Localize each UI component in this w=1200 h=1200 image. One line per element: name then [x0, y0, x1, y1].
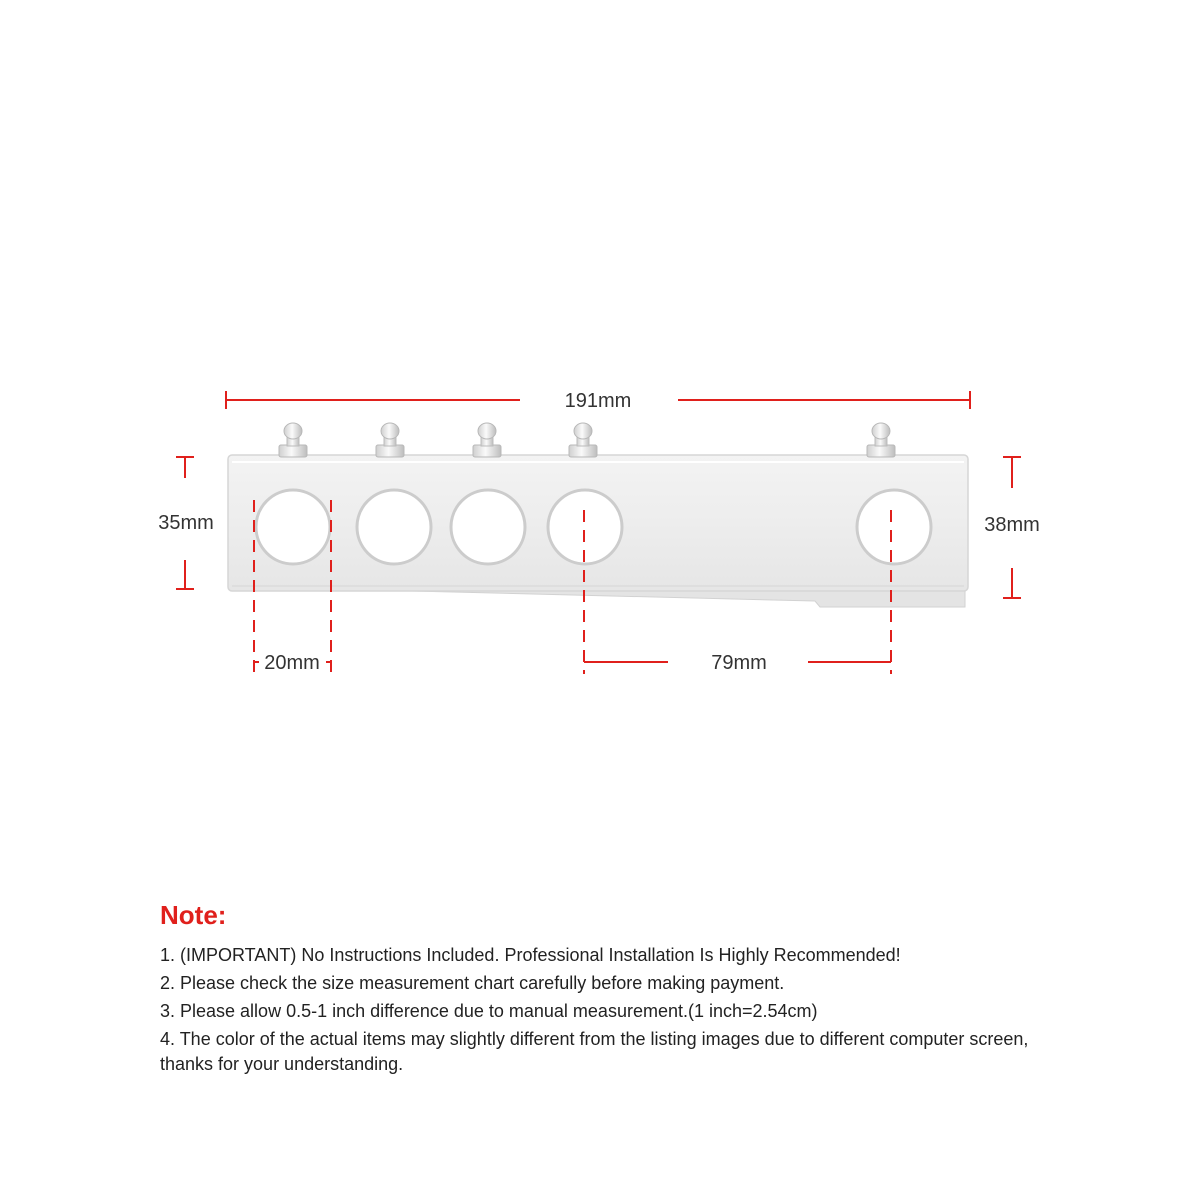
note-item: 2. Please check the size measurement chart carefully before making payment. [160, 973, 785, 993]
grease-fittings [279, 423, 895, 457]
hole [451, 490, 525, 564]
hole [857, 490, 931, 564]
grease-fitting-icon [569, 423, 597, 457]
note-title: Note: [160, 900, 227, 930]
grease-fitting-icon [867, 423, 895, 457]
grease-fitting-icon [473, 423, 501, 457]
note-section [160, 900, 1080, 1080]
note-list [160, 943, 1080, 1077]
hole [357, 490, 431, 564]
grease-fitting-icon [279, 423, 307, 457]
product-bar [228, 423, 968, 607]
hole-diameter-label: 20mm [264, 652, 320, 674]
grease-fitting-icon [376, 423, 404, 457]
length-label: 191mm [564, 390, 632, 412]
hole [256, 490, 330, 564]
hole-spacing-label: 79mm [711, 652, 767, 674]
note-item: 4. The color of the actual items may slightly different from the listing images due to different computer screen, thanks for your understanding. [160, 1029, 1029, 1074]
right-height-label: 38mm [984, 514, 1040, 536]
note-item: 1. (IMPORTANT) No Instructions Included. Professional Installation Is Highly Recommended! [160, 945, 901, 965]
left-height-label: 35mm [158, 512, 214, 534]
note-item: 3. Please allow 0.5-1 inch difference due to manual measurement.(1 inch=2.54cm) [160, 1001, 818, 1021]
